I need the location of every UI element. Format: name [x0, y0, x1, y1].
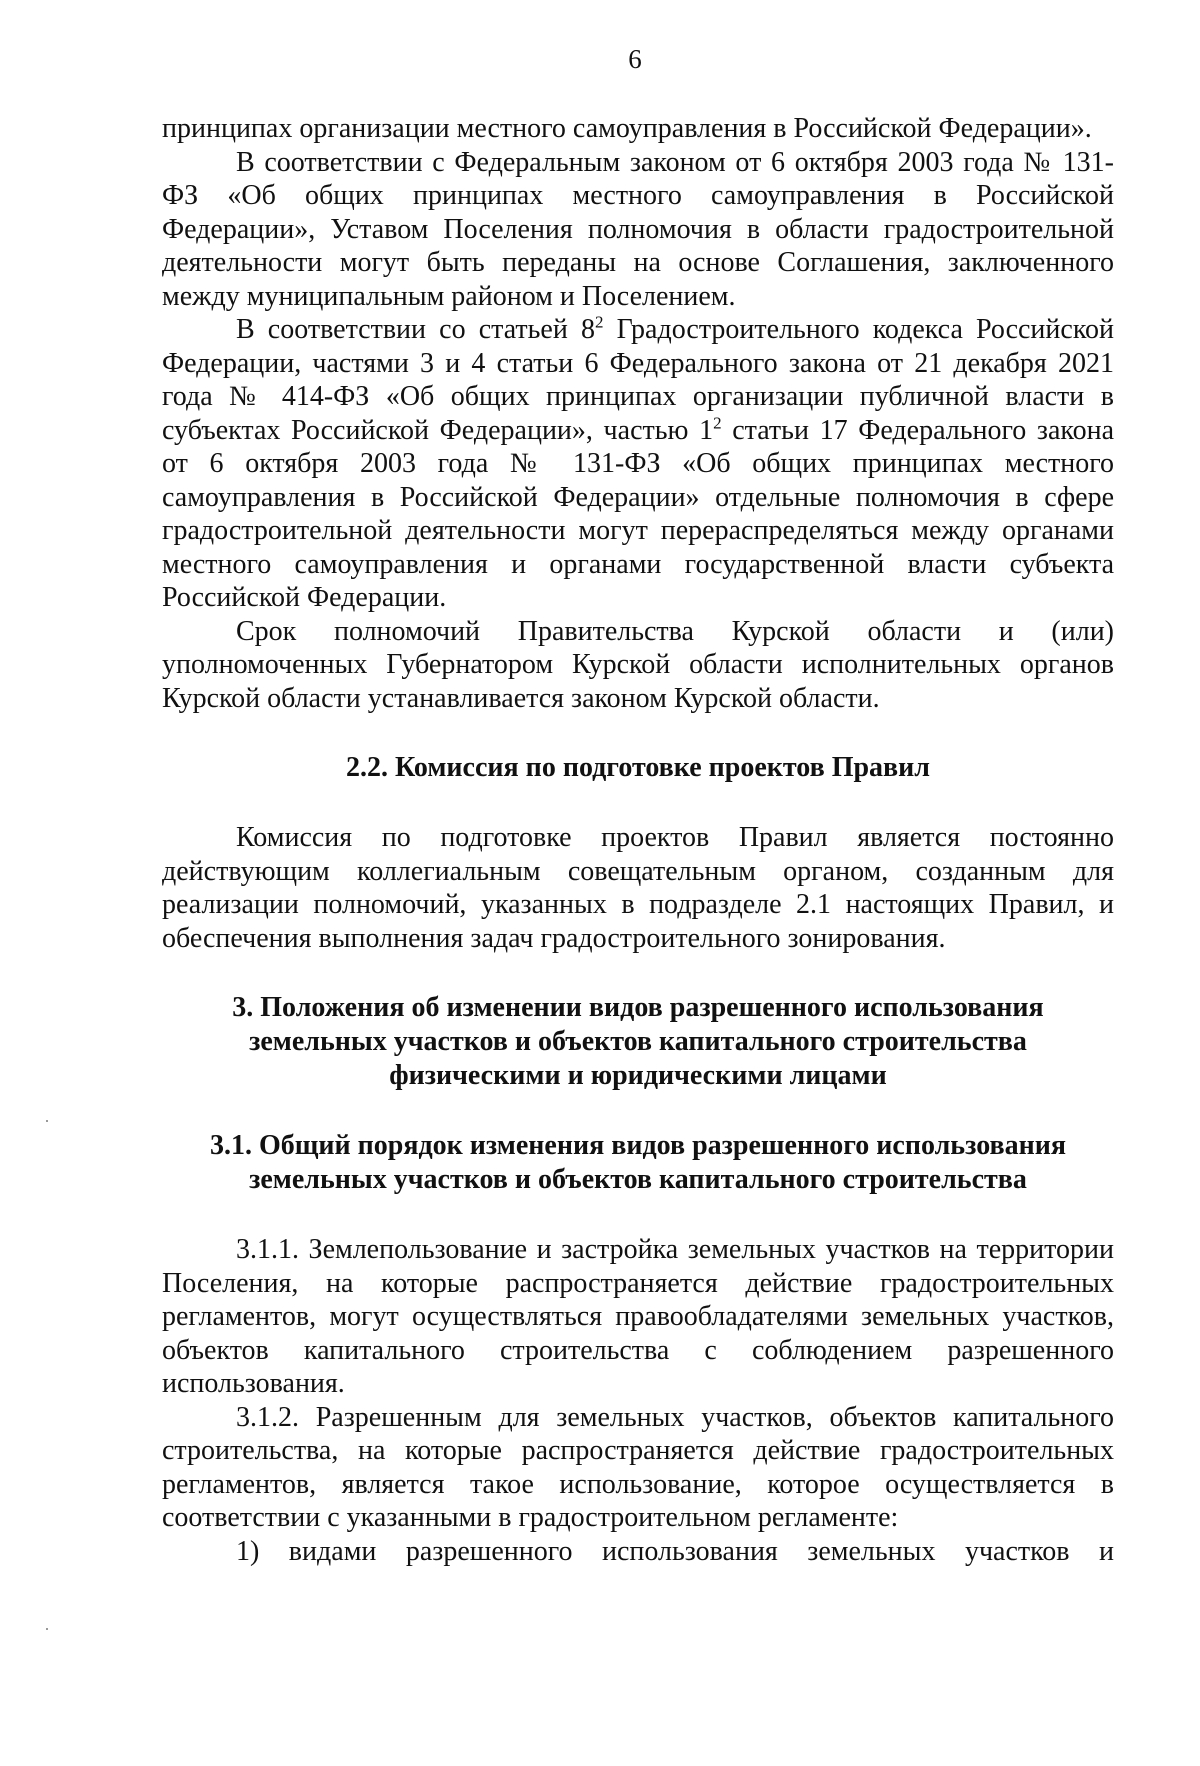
heading-3-1-line: 3.1. Общий порядок изменения видов разрешенного использования: [209, 1130, 1067, 1161]
paragraph-term-of-powers: Срок полномочий Правительства Курской области и (или) уполномоченных Губернатором Курской области исполнительных органов Курской области устанавливается законом Курской области.: [162, 615, 1114, 714]
scan-speck: [46, 1628, 48, 1630]
heading-3: [162, 991, 1114, 1093]
heading-3-1: [162, 1129, 1114, 1197]
paragraph-text: В соответствии со статьей 8: [236, 314, 595, 345]
paragraph-commission: Комиссия по подготовке проектов Правил является постоянно действующим коллегиальным совещательным органом, созданным для реализации полномочий, указанных в подразделе 2.1 настоящих Правил, и обеспечения выполнения задач градостроительного зонирования.: [162, 822, 1114, 954]
scan-speck: [46, 1120, 48, 1122]
heading-3-line: физическими и юридическими лицами: [389, 1060, 887, 1091]
heading-3-line: земельных участков и объектов капитального строительства: [249, 1026, 1027, 1057]
paragraph-redistribution-of-powers: [162, 313, 1114, 615]
paragraph-3-1-1: 3.1.1. Землепользование и застройка земельных участков на территории Поселения, на которые распространяется действие градостроительных регламентов, могут осуществляться правообладателями земельных участков, объектов капитального строительства с соблюдением разрешенного использования.: [162, 1234, 1114, 1399]
paragraph-3-1-2: 3.1.2. Разрешенным для земельных участков, объектов капитального строительства, на которые распространяется действие градостроительных регламентов, является такое использование, которое осуществляется в соответствии с указанными в градостроительном регламенте:: [162, 1401, 1114, 1533]
paragraph-text: Градостроительного кодекса Российской Федерации, частями 3 и 4 статьи 6 Федерального закона от 21 декабря 2021 года № 414-ФЗ «Об общих принципах организации публичной власти в субъектах Российской Федерации», частью 1: [162, 314, 1114, 446]
page-number: 6: [628, 44, 642, 74]
paragraph-text: статьи 17 Федерального закона от 6 октября 2003 года № 131-ФЗ «Об общих принципах местного самоуправления в Российской Федерации» отдельные полномочия в сфере градостроительной деятельности могут перераспределяться между органами местного самоуправления и органами государственной власти субъекта Российской Федерации.: [162, 414, 1114, 613]
heading-3-1-line: земельных участков и объектов капитального строительства: [249, 1164, 1027, 1195]
list-item-1: 1) видами разрешенного использования земельных участков и: [236, 1535, 1114, 1567]
superscript: 2: [713, 413, 722, 433]
document-body: [162, 112, 1114, 1568]
paragraph-transfer-of-powers: В соответствии с Федеральным законом от 6 октября 2003 года № 131-ФЗ «Об общих принципах местного самоуправления в Российской Федерации», Уставом Поселения полномочия в области градостроительной деятельности могут быть переданы на основе Соглашения, заключенного между муниципальным районом и Поселением.: [162, 146, 1114, 312]
superscript: 2: [594, 312, 604, 332]
paragraph-continuation: принципах организации местного самоуправления в Российской Федерации».: [162, 113, 1092, 144]
heading-3-line: 3. Положения об изменении видов разрешенного использования: [232, 992, 1044, 1023]
heading-2-2: 2.2. Комиссия по подготовке проектов Правил: [345, 752, 931, 783]
